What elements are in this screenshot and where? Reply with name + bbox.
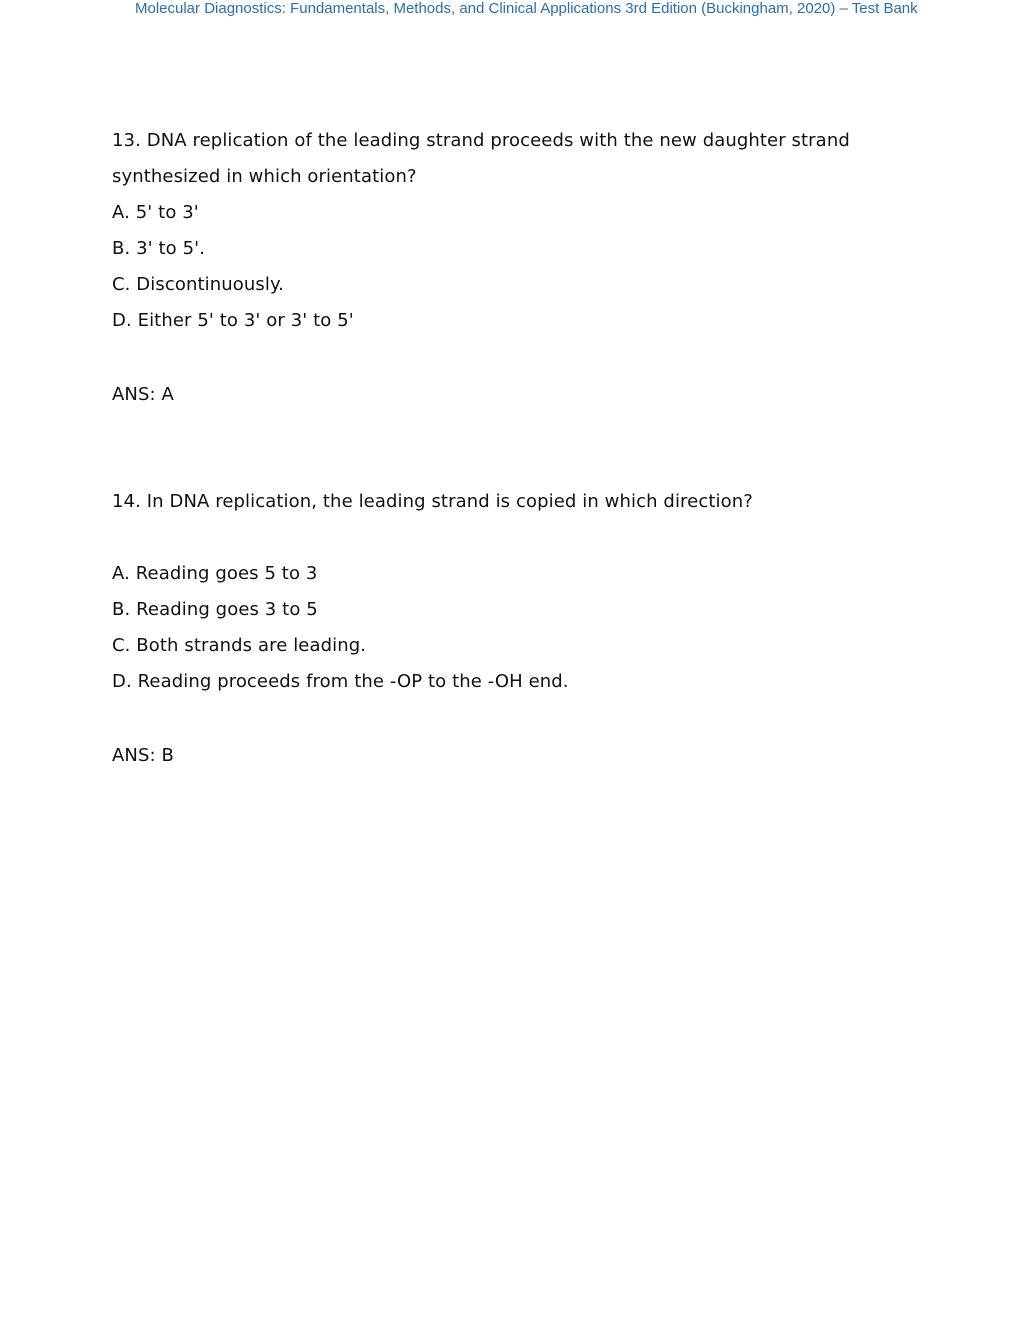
question-text [112, 123, 872, 195]
option-a: A. 5' to 3' [112, 202, 199, 223]
question-text-line-1: 13. DNA replication of the leading strand proceeds with the new daughter strand [112, 130, 850, 151]
option-a: A. Reading goes 5 to 3 [112, 563, 318, 584]
question-text-line-2: synthesized in which orientation? [112, 166, 417, 187]
option-b: B. 3' to 5'. [112, 238, 206, 259]
question-14 [112, 484, 872, 774]
question-13 [112, 123, 872, 413]
option-d: D. Reading proceeds from the -OP to the -OH end. [112, 671, 569, 692]
option-c: C. Both strands are leading. [112, 635, 367, 656]
option-c: C. Discontinuously. [112, 274, 284, 295]
option-d: D. Either 5' to 3' or 3' to 5' [112, 310, 354, 331]
option-b: B. Reading goes 3 to 5 [112, 599, 318, 620]
answer-key: ANS: A [112, 384, 174, 405]
answer-options [112, 195, 872, 339]
answer-options [112, 556, 872, 700]
question-text [112, 484, 872, 520]
answer-key: ANS: B [112, 745, 174, 766]
page-header: Molecular Diagnostics: Fundamentals, Methods, and Clinical Applications 3rd Edition (Buckingham, 2020) – Test Bank [135, 0, 918, 17]
question-text-line-1: 14. In DNA replication, the leading strand is copied in which direction? [112, 491, 753, 512]
